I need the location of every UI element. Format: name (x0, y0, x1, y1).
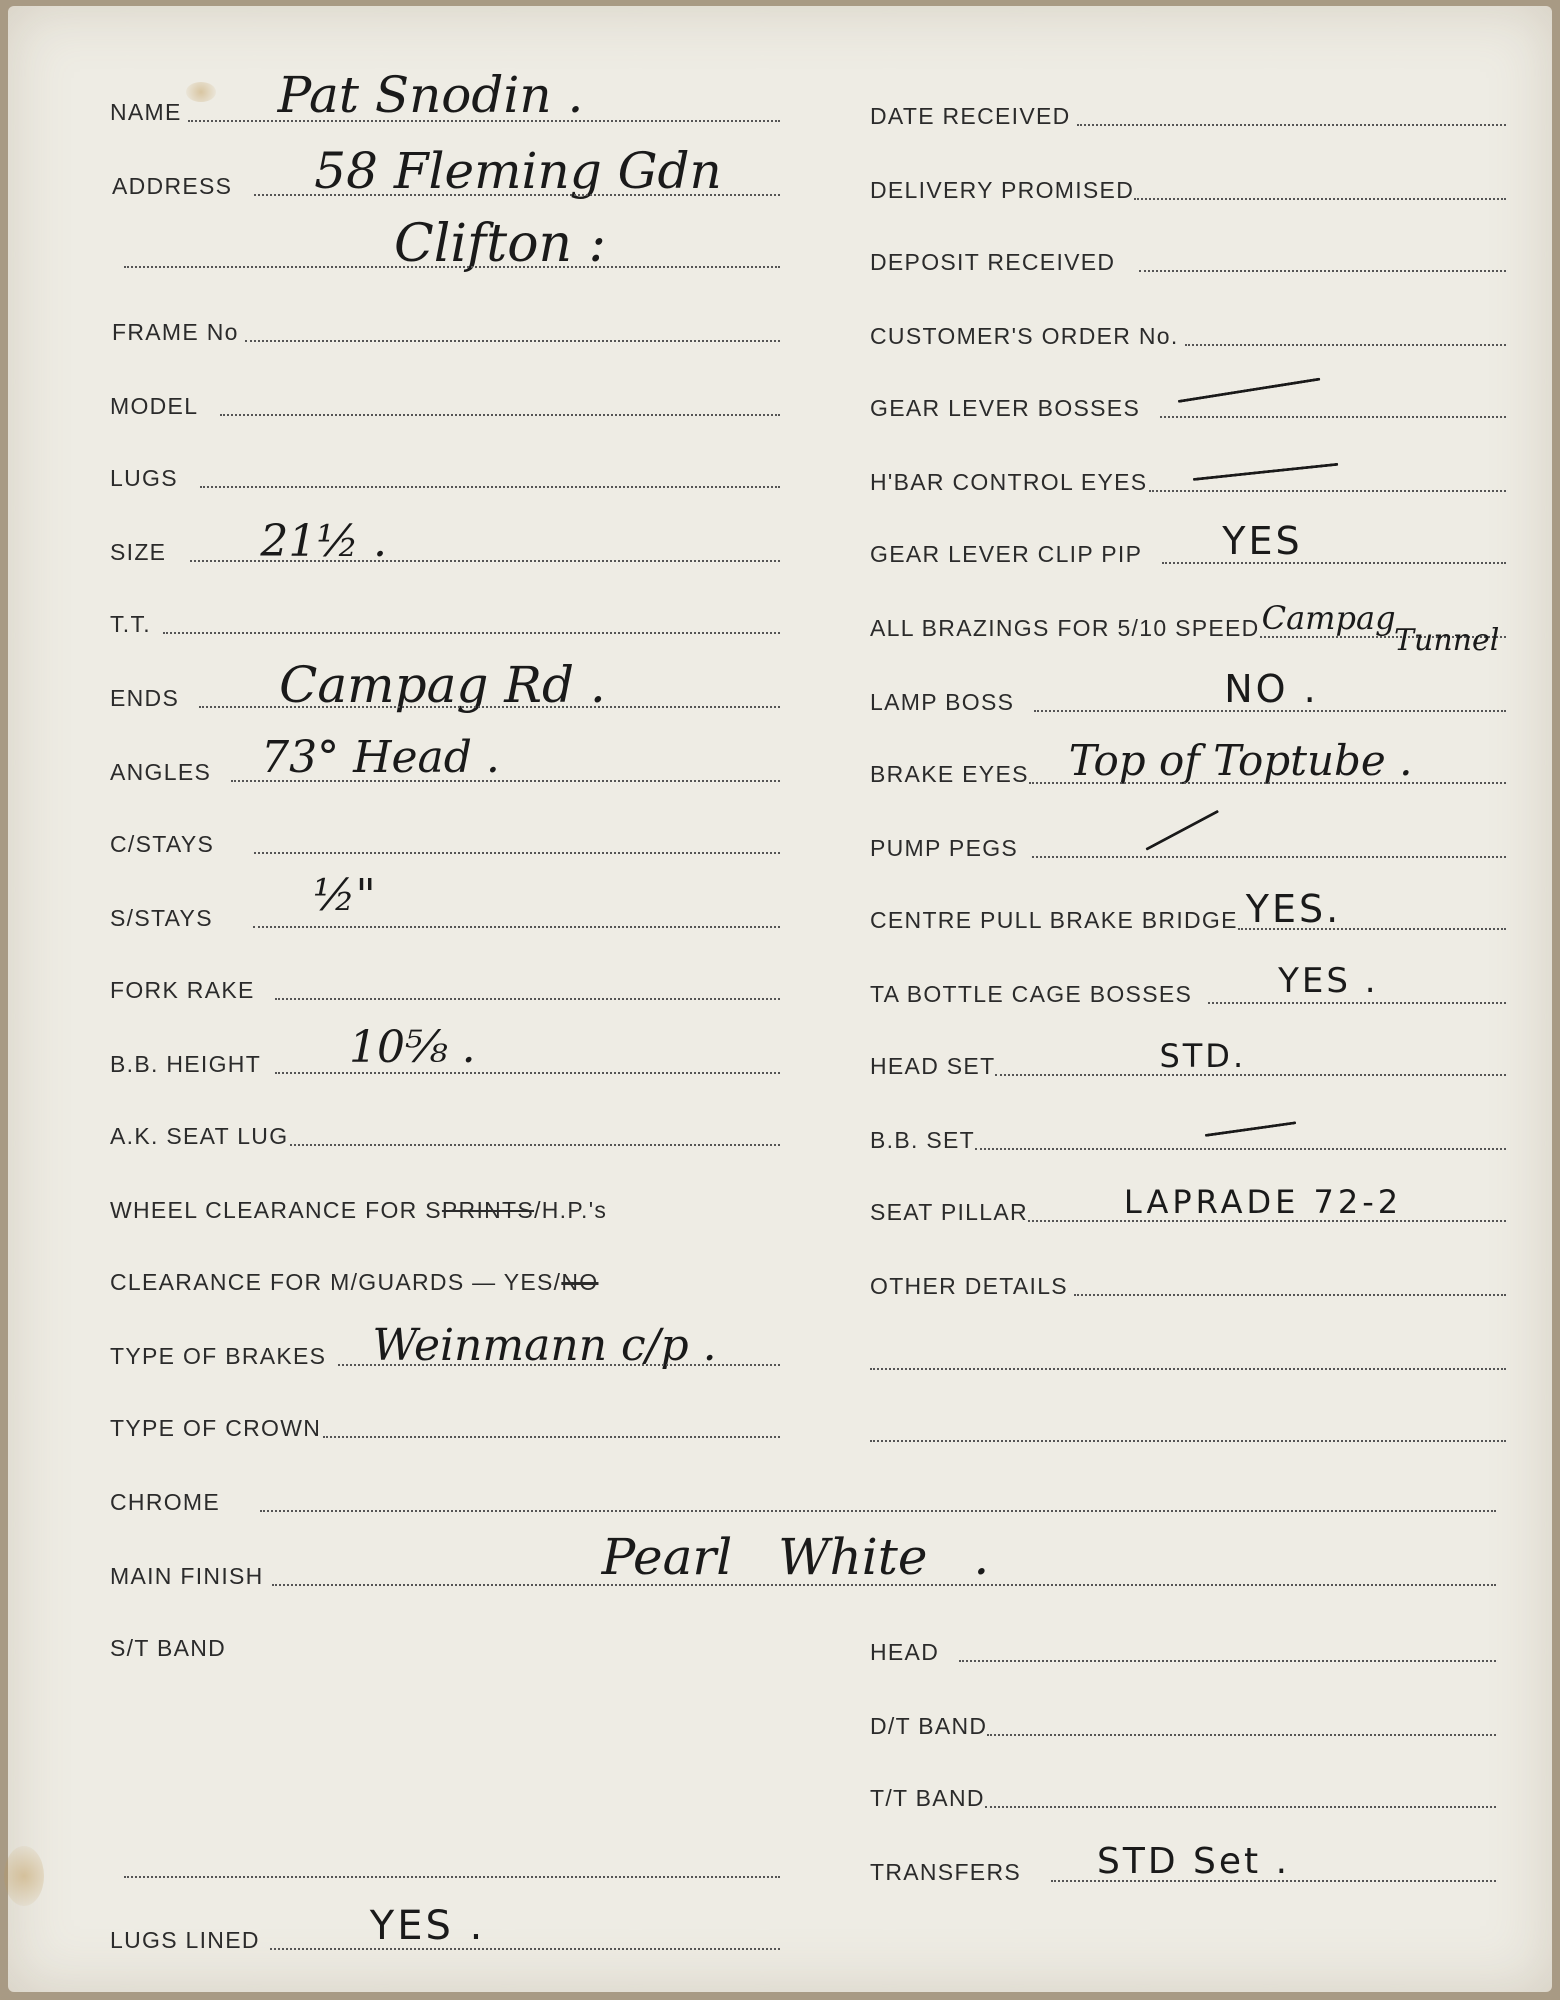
field-c-stays (110, 820, 780, 860)
field-label: FRAME No (112, 319, 239, 345)
field-lugs (110, 454, 780, 494)
handwritten-value: Campag Rd . (279, 656, 606, 714)
handwritten-value: 58 Fleming Gdn (314, 142, 722, 200)
field-label: LUGS (110, 465, 178, 491)
field-label: C/STAYS (110, 831, 215, 857)
field-delivery-promised (870, 166, 1506, 206)
field-label: DATE RECEIVED (870, 103, 1071, 129)
field-label: CUSTOMER'S ORDER No. (870, 323, 1179, 349)
field-pump-pegs (870, 824, 1506, 864)
field-label: GEAR LEVER BOSSES (870, 395, 1141, 421)
field-other-details (870, 1262, 1506, 1302)
field-label: TYPE OF CROWN (110, 1415, 322, 1441)
handwritten-value: Pearl White . (601, 1528, 990, 1586)
field-label: B.B. HEIGHT (110, 1051, 262, 1077)
field-size (110, 516, 780, 568)
field-dt-band (870, 1702, 1496, 1742)
handwritten-value: Campag (1261, 599, 1396, 637)
field-label: ENDS (110, 685, 180, 711)
checkmark-dash-icon (1193, 463, 1339, 481)
field-lamp-boss (870, 667, 1506, 718)
field-centre-pull (870, 887, 1506, 936)
field-label: HEAD (870, 1639, 940, 1665)
field-deposit-received (870, 238, 1506, 278)
struck-text: PRINTS (441, 1197, 535, 1223)
handwritten-value: YES . (369, 1903, 486, 1949)
field-bb-height (110, 1022, 780, 1080)
field-label: TA BOTTLE CAGE BOSSES (870, 981, 1193, 1007)
field-date-received (870, 92, 1506, 132)
field-name (110, 66, 780, 128)
field-other-details-line2 (870, 1408, 1506, 1448)
handwritten-value: 73° Head . (261, 732, 500, 783)
field-ta-bottle (870, 961, 1506, 1010)
handwritten-value: Weinmann c/p . (372, 1320, 717, 1371)
field-label: SEAT PILLAR (870, 1199, 1028, 1225)
field-frame-no (112, 308, 780, 348)
field-label: D/T BAND (870, 1713, 988, 1739)
handwritten-value: ½" (312, 870, 376, 921)
handwritten-note-tunnel: Tunnel (1394, 623, 1500, 658)
checkmark-dash-icon (1205, 1121, 1297, 1137)
field-ends (110, 656, 780, 714)
field-label: SIZE (110, 539, 167, 565)
handwritten-value: YES. (1245, 887, 1342, 931)
field-head (870, 1628, 1496, 1668)
field-label: CLEARANCE FOR M/GUARDS — YES/NO (110, 1269, 599, 1295)
field-label: CENTRE PULL BRAKE BRIDGE (870, 907, 1238, 933)
field-transfers (870, 1841, 1496, 1888)
handwritten-value: YES . (1278, 961, 1379, 1001)
field-label: MODEL (110, 393, 199, 419)
field-main-finish (110, 1528, 1496, 1592)
field-gear-lever-bosses (870, 384, 1506, 424)
field-label: NAME (110, 99, 182, 125)
field-label: OTHER DETAILS (870, 1273, 1068, 1299)
field-label: BRAKE EYES (870, 761, 1029, 787)
checkmark-dash-icon (1178, 377, 1321, 402)
field-customers-order (870, 312, 1506, 352)
handwritten-value: Top of Toptube . (1068, 736, 1413, 785)
field-tt-band (870, 1774, 1496, 1814)
field-lugs-lined (110, 1903, 780, 1956)
field-st-band (110, 1624, 780, 1664)
field-label: S/T BAND (110, 1635, 227, 1661)
field-label: FORK RAKE (110, 977, 255, 1003)
handwritten-value: STD Set . (1097, 1841, 1291, 1882)
field-label: MAIN FINISH (110, 1563, 264, 1589)
field-label: HEAD SET (870, 1053, 996, 1079)
field-blank-left (118, 1844, 780, 1884)
field-other-details-line1 (870, 1336, 1506, 1376)
field-label: CHROME (110, 1489, 221, 1515)
field-brake-eyes (870, 736, 1506, 790)
field-label: PUMP PEGS (870, 835, 1019, 861)
field-label: TRANSFERS (870, 1859, 1021, 1885)
field-label: WHEEL CLEARANCE FOR SPRINTS/H.P.'s (110, 1197, 608, 1223)
field-address (112, 142, 780, 202)
field-label: DEPOSIT RECEIVED (870, 249, 1116, 275)
field-ak-seat-lug (110, 1112, 780, 1152)
field-chrome (110, 1478, 1496, 1518)
handwritten-value: YES (1222, 519, 1303, 563)
checkmark-dash-icon (1145, 810, 1219, 851)
field-label: B.B. SET (870, 1127, 975, 1153)
field-s-stays (110, 870, 780, 934)
field-label: T.T. (110, 611, 151, 637)
field-label: H'BAR CONTROL EYES (870, 469, 1148, 495)
order-form-sheet (8, 6, 1552, 1992)
field-type-brakes (110, 1320, 780, 1372)
field-label: ANGLES (110, 759, 212, 785)
handwritten-value: Clifton : (394, 214, 607, 274)
handwritten-value: NO . (1224, 667, 1319, 711)
handwritten-value: 10⅝ . (349, 1022, 476, 1073)
field-label: DELIVERY PROMISED (870, 177, 1135, 203)
field-label: ALL BRAZINGS FOR 5/10 SPEED (870, 615, 1260, 641)
field-type-crown (110, 1404, 780, 1444)
field-label: S/STAYS (110, 905, 213, 931)
field-wheel-clearance (110, 1186, 780, 1226)
handwritten-value: STD. (1159, 1037, 1247, 1075)
field-hbar-control-eyes (870, 458, 1506, 498)
handwritten-value: Pat Snodin . (277, 66, 584, 124)
field-label: ADDRESS (112, 173, 233, 199)
handwritten-value: 21½ . (260, 516, 387, 567)
field-angles (110, 732, 780, 788)
field-head-set (870, 1037, 1506, 1082)
field-address-line2 (118, 214, 780, 274)
field-label: GEAR LEVER CLIP PIP (870, 541, 1143, 567)
field-bb-set (870, 1116, 1506, 1156)
field-label: TYPE OF BRAKES (110, 1343, 327, 1369)
field-label: T/T BAND (870, 1785, 985, 1811)
field-tt (110, 600, 780, 640)
field-gear-lever-clip-pip (870, 519, 1506, 570)
field-label: LAMP BOSS (870, 689, 1015, 715)
field-clearance-mguards (110, 1258, 780, 1298)
paper-stain (4, 1846, 44, 1906)
struck-text: NO (561, 1269, 599, 1295)
field-label: LUGS LINED (110, 1927, 260, 1953)
field-model (110, 382, 780, 422)
field-label: A.K. SEAT LUG (110, 1123, 289, 1149)
field-seat-pillar (870, 1183, 1506, 1228)
handwritten-value: LAPRADE 72-2 (1123, 1183, 1403, 1221)
field-fork-rake (110, 966, 780, 1006)
